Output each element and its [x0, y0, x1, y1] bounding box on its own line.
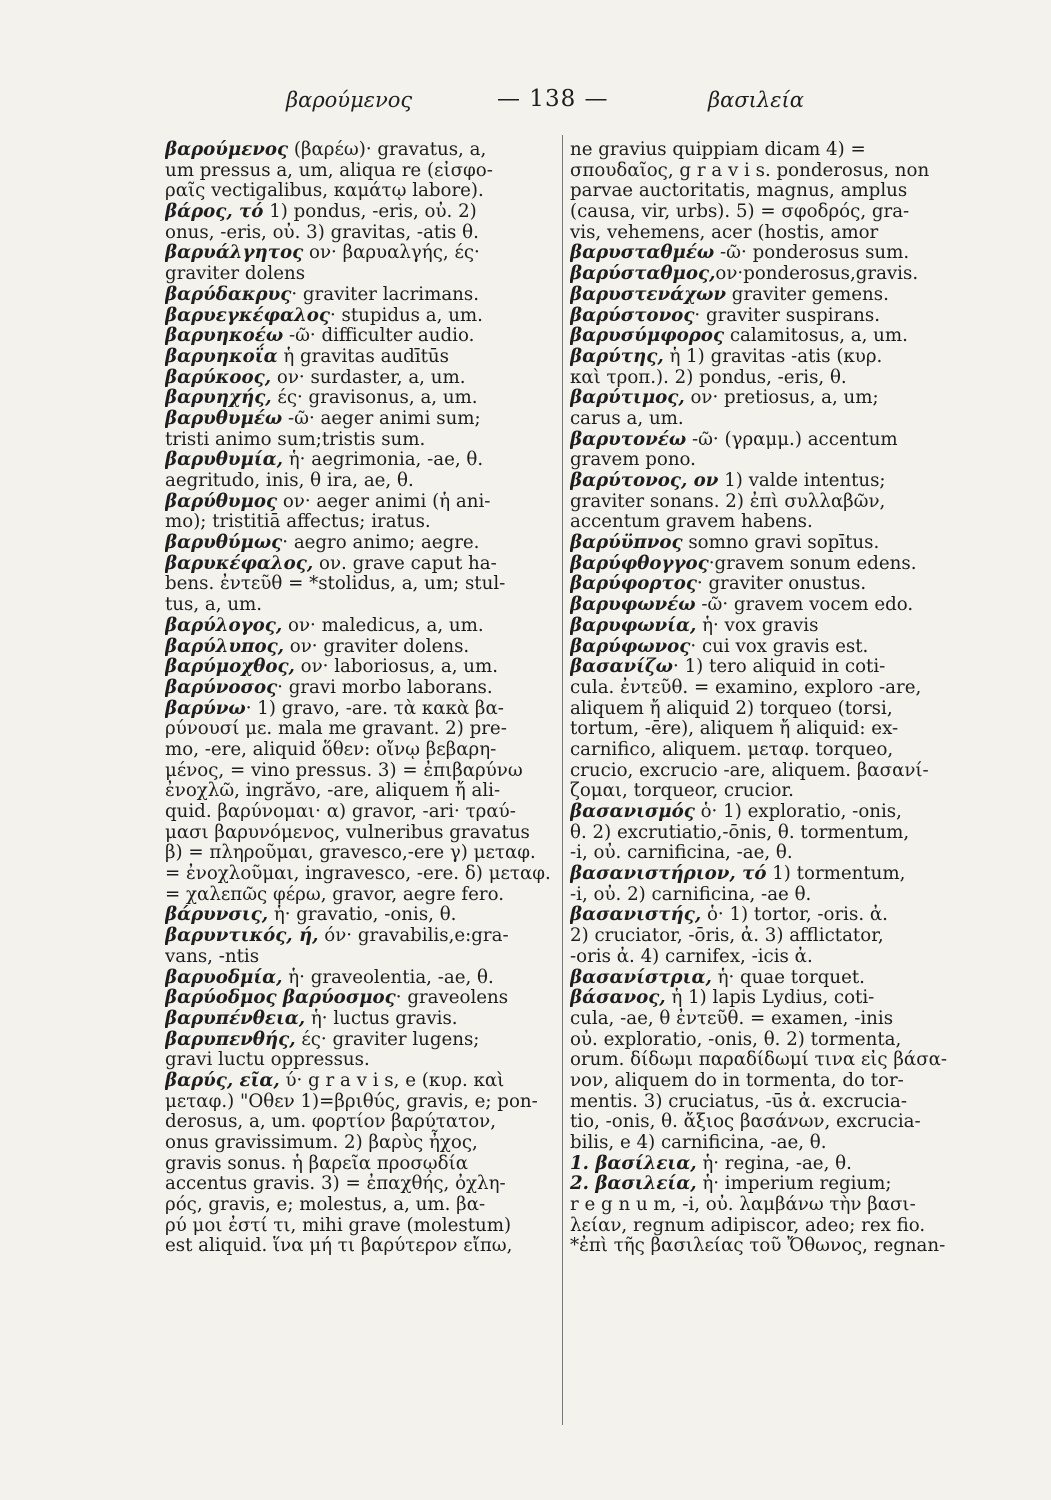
running-head	[160, 88, 921, 122]
entry-line	[570, 161, 970, 182]
entry-text: tortum, -ēre), aliquem ἤ aliquid: ex-	[570, 718, 899, 740]
entry-line	[570, 637, 970, 658]
entry-text: gravi luctu oppressus.	[165, 1049, 370, 1071]
entry-line	[165, 905, 558, 926]
entry-line	[165, 409, 558, 430]
entry-line	[165, 616, 558, 637]
entry-line	[570, 1195, 970, 1216]
entry-line	[570, 430, 970, 451]
entry-line	[570, 616, 970, 637]
entry-text: ἡ 1) lapis Lydius, coti-	[665, 987, 875, 1009]
entry-text: quid. βαρύνομαι· α) gravor, -ari· τραύ-	[165, 801, 516, 822]
entry-text: λείαν, regnum adipiscor, adeo; rex fio.	[570, 1214, 926, 1236]
entry-text: accentum gravem habens.	[570, 511, 813, 533]
entry-text: οὐ. exploratio, -onis, θ. 2) tormenta,	[570, 1028, 902, 1050]
entry-text: tus, a, um.	[165, 594, 263, 616]
entry-text: ον· aeger animi (ἡ ani-	[277, 490, 491, 512]
headword: βαρυηκοέω	[165, 325, 284, 347]
entry-text: ον· laboriosus, a, um.	[294, 656, 499, 678]
entry-line	[165, 1154, 558, 1175]
entry-text: ρός, gravis, e; molestus, a, um. βα-	[165, 1194, 486, 1216]
headword: βαρύτιμος,	[570, 387, 685, 409]
entry-line	[165, 140, 558, 161]
entry-text: · graviter suspirans.	[694, 304, 880, 326]
entry-line	[165, 1236, 558, 1257]
headword: βαρύνω	[165, 697, 246, 719]
entry-line	[165, 968, 558, 989]
entry-line	[570, 492, 970, 513]
entry-text: ἡ· vox gravis	[696, 614, 819, 636]
entry-line	[570, 781, 970, 802]
headword: βαρύφθογγος	[570, 552, 709, 574]
entry-line	[570, 409, 970, 430]
entry-text: gravem pono.	[570, 449, 696, 471]
entry-text: cula. ἐντεῦθ. = examino, exploro -are,	[570, 676, 922, 698]
entry-text: est aliquid. ἵνα μή τι βαρύτερον εἴπω,	[165, 1235, 513, 1257]
entry-line	[570, 347, 970, 368]
entry-text: ἡ· graveolentia, -ae, θ.	[282, 966, 494, 988]
entry-text: μεταφ.) "Οθεν 1)=βριθύς, gravis, e; pon-	[165, 1090, 538, 1112]
entry-line	[165, 864, 558, 885]
entry-text: ραῖς vectigalibus, καμάτῳ labore).	[165, 180, 484, 202]
entry-text: onus gravissimum. 2) βαρὺς ἦχος,	[165, 1132, 478, 1153]
headword: βαρυσταθμέω	[570, 242, 715, 264]
entry-text: · gravi morbo laborans.	[277, 676, 493, 698]
entry-line	[570, 864, 970, 885]
entry-line	[165, 761, 558, 782]
entry-text: · graveolens	[395, 987, 509, 1009]
headword: βαρυοδμία,	[165, 966, 283, 988]
headword: βαρύοδμος βαρύοσμος	[165, 987, 396, 1009]
entry-text: -ῶ· (γραμμ.) accentum	[686, 428, 898, 450]
entry-line	[570, 1216, 970, 1237]
entry-text: = ἐνοχλοῦμαι, ingravesco, -ere. δ) μεταφ.	[165, 863, 551, 885]
entry-text: onus, -eris, οὐ. 3) gravitas, -atis θ.	[165, 221, 479, 243]
entry-text: 1) valde intentus;	[718, 470, 886, 491]
headword: βαρύς, εῖα,	[165, 1069, 280, 1091]
headword: βαρύφορτος	[570, 573, 697, 595]
entry-line	[165, 223, 558, 244]
headword: βαρυηκοΐα	[165, 345, 278, 367]
entry-text: 1) pondus, -eris, οὐ. 2)	[263, 201, 477, 223]
entry-line	[570, 1092, 970, 1113]
entry-line	[570, 699, 970, 720]
entry-line	[570, 1236, 970, 1257]
headword: βαρύμοχθος,	[165, 656, 295, 678]
entry-text: νον, aliquem do in tormenta, do tor-	[570, 1069, 904, 1091]
headword: βαρυθύμως	[165, 532, 283, 554]
entry-text: ὁ· 1) tortor, -oris. ἀ.	[701, 904, 888, 926]
entry-text: ἡ· imperium regium;	[696, 1173, 892, 1195]
entry-line	[165, 471, 558, 492]
headword: βαρυντικός, ή,	[165, 925, 319, 947]
entry-text: ον·ponderosus,gravis.	[715, 263, 919, 285]
headword: βαρυθυμέω	[165, 407, 283, 429]
entry-line	[570, 388, 970, 409]
entry-line	[165, 388, 558, 409]
entry-text: ἡ gravitas audītūs	[277, 345, 449, 367]
headword: 1. βασίλεια,	[570, 1152, 697, 1174]
entry-line	[165, 823, 558, 844]
headword: βαρυπενθής,	[165, 1028, 296, 1050]
entry-text: ον· βαρυαλγής, ές·	[303, 242, 480, 264]
entry-text: graviter sonans. 2) ἐπὶ συλλαβῶν,	[570, 490, 886, 512]
entry-text: · graviter onustus.	[696, 573, 867, 595]
entry-line	[570, 968, 970, 989]
entry-line	[165, 740, 558, 761]
entry-text: ρύνουσί με. mala me gravant. 2) pre-	[165, 718, 507, 740]
headword: βαρύθυμος	[165, 490, 278, 512]
headword: βαρύτης,	[570, 345, 664, 367]
entry-text: *ἐπὶ τῆς βασιλείας τοῦ Ὄθωνος, regnan-	[570, 1235, 946, 1257]
entry-text: orum. δίδωμι παραδίδωμί τινα εἰς βάσα-	[570, 1049, 948, 1071]
entry-line	[165, 161, 558, 182]
header-first-word: βαρούμενος	[286, 88, 413, 112]
entry-text: = χαλεπῶς φέρω, gravor, aegre fero.	[165, 883, 505, 905]
entry-line	[165, 243, 558, 264]
headword: βαρυσύμφορος	[570, 325, 725, 347]
entry-text: bilis, e 4) carnificina, -ae, θ.	[570, 1132, 827, 1153]
entry-line	[570, 595, 970, 616]
entry-text: ἐνοχλῶ, ingrăvo, -are, aliquem ἤ ali-	[165, 780, 501, 802]
entry-text: carus a, um.	[570, 407, 684, 429]
right-column	[570, 140, 970, 1257]
entry-text: derosus, a, um. φορτίον βαρύτατον,	[165, 1111, 497, 1133]
entry-text: gravis sonus. ἡ βαρεῖα προσῳδία	[165, 1152, 468, 1174]
headword: βασανιστής,	[570, 904, 702, 926]
entry-line	[165, 637, 558, 658]
entry-text: mentis. 3) cruciatus, -ūs ἀ. excrucia-	[570, 1090, 907, 1112]
headword: βαρύλυπος,	[165, 635, 285, 657]
entry-text: ρύ μοι ἐστί τι, mihi grave (molestum)	[165, 1214, 512, 1236]
entry-text: σπουδαῖος, g r a v i s. ponderosus, non	[570, 159, 930, 181]
entry-line	[165, 306, 558, 327]
entry-line	[570, 1112, 970, 1133]
column-divider	[562, 135, 563, 1425]
entry-text: ὁ· 1) exploratio, -onis,	[694, 801, 902, 822]
entry-line	[570, 471, 970, 492]
headword: βαρύτονος, ον	[570, 470, 719, 491]
entry-text: · 1) tero aliquid in coti-	[673, 656, 886, 678]
headword: βαρυκέφαλος,	[165, 552, 314, 574]
headword: βάρυνσις,	[165, 904, 269, 926]
headword: βαρύνοσος	[165, 676, 278, 698]
entry-line	[165, 1112, 558, 1133]
entry-line	[165, 1195, 558, 1216]
entry-text: ἡ· quae torquet.	[711, 966, 865, 988]
entry-line	[165, 492, 558, 513]
entry-text: 2) cruciator, -ōris, ἀ. 3) afflictator,	[570, 925, 884, 947]
headword: βαρούμενος	[165, 140, 289, 160]
entry-line	[165, 843, 558, 864]
headword: βαρυπένθεια,	[165, 1007, 306, 1029]
entry-text: μασι βαρυνόμενος, vulneribus gravatus	[165, 821, 530, 843]
entry-text: tio, -onis, θ. ἄξιος βασάνων, excrucia-	[570, 1111, 921, 1133]
entry-line	[570, 450, 970, 471]
entry-line	[165, 699, 558, 720]
entry-text: bens. ἐντεῦθ = *stolidus, a, um; stul-	[165, 573, 506, 595]
entry-text: tristi animo sum;tristis sum.	[165, 428, 426, 450]
entry-text: r e g n u m, -i, οὐ. λαμβάνω τὴν βασι-	[570, 1194, 916, 1216]
entry-line	[165, 1009, 558, 1030]
entry-text: ζομαι, torqueor, crucior.	[570, 780, 794, 802]
entry-text: · graviter lacrimans.	[291, 283, 480, 305]
page-number: — 138 —	[497, 86, 609, 112]
entry-text: θ. 2) excrutiatio,-ōnis, θ. tormentum,	[570, 821, 910, 843]
entry-text: mo, -ere, aliquid ὅθεν: οἴνῳ βεβαρη-	[165, 738, 497, 760]
entry-line	[165, 554, 558, 575]
headword: βαρυηχής,	[165, 387, 272, 409]
entry-line	[165, 347, 558, 368]
entry-line	[570, 306, 970, 327]
entry-line	[570, 574, 970, 595]
headword: βάρος, τό	[165, 201, 264, 223]
headword: βασανισμός	[570, 801, 695, 822]
entry-line	[570, 1009, 970, 1030]
entry-line	[570, 740, 970, 761]
entry-line	[570, 223, 970, 244]
entry-text: um pressus a, um, aliqua re (εἰσφο-	[165, 159, 493, 181]
entry-text: ἡ· gravatio, -onis, θ.	[268, 904, 457, 926]
entry-text: somno gravi sopītus.	[682, 532, 880, 554]
entry-text: -ῶ· ponderosus sum.	[714, 242, 910, 264]
entry-text: (βαρέω)· gravatus, a,	[288, 140, 487, 160]
entry-text: (causa, vir, urbs). 5) = σφοδρός, gra-	[570, 201, 910, 223]
headword: βαρυάλγητος	[165, 242, 304, 264]
entry-line	[570, 1030, 970, 1051]
headword: βαρυφωνία,	[570, 614, 697, 636]
entry-text: -ῶ· aeger animi sum;	[282, 407, 481, 429]
entry-line	[570, 243, 970, 264]
entry-line	[165, 926, 558, 947]
entry-text: graviter dolens	[165, 263, 306, 285]
entry-text: carnifico, aliquem. μεταφ. torqueo,	[570, 738, 894, 760]
entry-line	[570, 326, 970, 347]
entry-line	[570, 823, 970, 844]
entry-line	[165, 181, 558, 202]
entry-text: · aegro animo; aegre.	[282, 532, 480, 554]
headword: βαρύλογος,	[165, 614, 283, 636]
entry-text: ἡ 1) gravitas -atis (κυρ.	[663, 345, 883, 367]
entry-line	[165, 202, 558, 223]
entry-line	[570, 1154, 970, 1175]
entry-line	[165, 326, 558, 347]
entry-text: -oris ἀ. 4) carnifex, -icis ἀ.	[570, 945, 813, 967]
entry-text: μένος, = vino pressus. 3) = ἐπιβαρύνω	[165, 759, 523, 781]
entry-text: aliquem ἤ aliquid 2) torqueo (torsi,	[570, 697, 893, 719]
headword: βαρυφωνέω	[570, 594, 696, 616]
entry-line	[570, 554, 970, 575]
headword: βασανίζω	[570, 656, 673, 678]
entry-text: -ῶ· gravem vocem edo.	[695, 594, 914, 616]
entry-line	[570, 140, 970, 161]
entry-line	[165, 988, 558, 1009]
entry-line	[570, 719, 970, 740]
entry-text: cula, -ae, θ ἐντεῦθ. = examen, -inis	[570, 1007, 894, 1029]
entry-text: ἡ· aegrimonia, -ae, θ.	[282, 449, 484, 471]
entry-line	[570, 202, 970, 223]
entry-line	[570, 802, 970, 823]
entry-line	[165, 1216, 558, 1237]
entry-text: ἡ· regina, -ae, θ.	[696, 1152, 852, 1174]
entry-text: ·gravem sonum edens.	[708, 552, 917, 574]
entry-line	[165, 781, 558, 802]
entry-line	[570, 1133, 970, 1154]
entry-text: όν· gravabilis,e:gra-	[318, 925, 509, 947]
entry-line	[570, 843, 970, 864]
entry-text: ον· maledicus, a, um.	[282, 614, 484, 636]
entry-line	[570, 512, 970, 533]
entry-text: calamitosus, a, um.	[724, 325, 908, 347]
entry-line	[570, 368, 970, 389]
entry-line	[570, 926, 970, 947]
entry-text: -ῶ· difficulter audio.	[283, 325, 475, 347]
entry-text: -i, οὐ. 2) carnificina, -ae θ.	[570, 883, 812, 905]
entry-line	[165, 885, 558, 906]
entry-line	[165, 285, 558, 306]
entry-text: · 1) gravo, -are. τὰ κακὰ βα-	[245, 697, 504, 719]
entry-line	[165, 574, 558, 595]
entry-line	[570, 285, 970, 306]
entry-line	[165, 430, 558, 451]
headword: βασανίστρια,	[570, 966, 712, 988]
entry-line	[165, 450, 558, 471]
headword: βαρυεγκέφαλος	[165, 304, 330, 326]
entry-line	[165, 1133, 558, 1154]
entry-line	[165, 1050, 558, 1071]
entry-line	[165, 533, 558, 554]
entry-text: ἡ· luctus gravis.	[305, 1007, 458, 1029]
entry-line	[570, 1174, 970, 1195]
entry-text: ne gravius quippiam dicam 4) =	[570, 140, 866, 160]
entry-line	[570, 988, 970, 1009]
entry-line	[165, 1092, 558, 1113]
entry-line	[570, 1071, 970, 1092]
entry-text: vans, -ntis	[165, 945, 260, 967]
entry-text: ον· pretiosus, a, um;	[684, 387, 879, 409]
entry-line	[570, 761, 970, 782]
entry-line	[165, 678, 558, 699]
entry-line	[165, 368, 558, 389]
entry-text: parvae auctoritatis, magnus, amplus	[570, 180, 908, 202]
entry-text: crucio, excrucio -are, aliquem. βασανί-	[570, 759, 929, 781]
entry-line	[165, 1071, 558, 1092]
headword: 2. βασιλεία,	[570, 1173, 697, 1195]
entry-text: -i, οὐ. carnificina, -ae, θ.	[570, 842, 793, 864]
entry-line	[165, 264, 558, 285]
entry-line	[165, 512, 558, 533]
headword: βαρύϋπνος	[570, 532, 683, 554]
entry-text: vis, vehemens, acer (hostis, amor	[570, 221, 879, 243]
entry-text: ές· graviter lugens;	[295, 1028, 480, 1050]
entry-line	[165, 657, 558, 678]
entry-line	[165, 1174, 558, 1195]
entry-line	[165, 719, 558, 740]
headword: βαρυθυμία,	[165, 449, 283, 471]
entry-text: ές· gravisonus, a, um.	[271, 387, 478, 409]
entry-text: · stupidus a, um.	[329, 304, 483, 326]
header-last-word: βασιλεία	[708, 88, 804, 112]
entry-line	[570, 885, 970, 906]
entry-line	[165, 595, 558, 616]
entry-text: 1) tormentum,	[766, 863, 906, 885]
entry-text: accentus gravis. 3) = ἐπαχθής, ὀχλη-	[165, 1173, 506, 1195]
headword: βαρύδακρυς	[165, 283, 292, 305]
entry-line	[165, 1030, 558, 1051]
entry-text: mo); tristitiā affectus; iratus.	[165, 511, 431, 533]
entry-line	[570, 181, 970, 202]
entry-line	[165, 947, 558, 968]
entry-text: ον· surdaster, a, um.	[271, 366, 466, 388]
entry-line	[570, 905, 970, 926]
entry-line	[570, 657, 970, 678]
headword: βαρύσταθμος,	[570, 263, 716, 285]
entry-line	[570, 533, 970, 554]
entry-text: ον· graviter dolens.	[284, 635, 470, 657]
entry-text: ύ· g r a v i s, e (κυρ. καὶ	[279, 1069, 505, 1091]
entry-text: καὶ τροπ.). 2) pondus, -eris, θ.	[570, 366, 847, 388]
entry-line	[165, 802, 558, 823]
entry-text: β) = πληροῦμαι, gravesco,-ere γ) μεταφ.	[165, 842, 536, 864]
headword: βαρύστονος	[570, 304, 695, 326]
entry-line	[570, 678, 970, 699]
headword: βαρύκοος,	[165, 366, 272, 388]
headword: βάσανος,	[570, 987, 666, 1009]
headword: βαρύφωνος	[570, 635, 691, 657]
entry-line	[570, 264, 970, 285]
entry-line	[570, 947, 970, 968]
entry-text: · cui vox gravis est.	[690, 635, 869, 657]
entry-line	[570, 1050, 970, 1071]
entry-text: aegritudo, inis, θ ira, ae, θ.	[165, 470, 414, 491]
headword: βαρυστενάχων	[570, 283, 727, 305]
entry-text: ον. grave caput ha-	[313, 552, 497, 574]
headword: βασανιστήριον, τό	[570, 863, 767, 885]
entry-text: graviter gemens.	[726, 283, 889, 305]
headword: βαρυτονέω	[570, 428, 687, 450]
left-column	[165, 140, 558, 1257]
